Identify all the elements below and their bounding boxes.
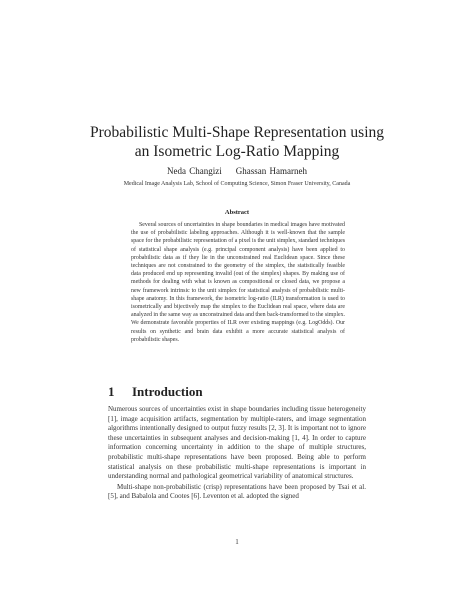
author-name: Ghassan Hamarneh — [235, 166, 307, 176]
title-line-1: Probabilistic Multi-Shape Representation using — [89, 124, 385, 141]
author-name: Neda Changizi — [167, 166, 222, 176]
section-heading — [108, 384, 203, 400]
author-list — [60, 166, 414, 177]
section-title: Introduction — [132, 384, 203, 399]
section-number: 1 — [108, 384, 115, 399]
affiliation: Medical Image Analysis Lab, School of Computing Science, Simon Fraser University, Canada — [123, 181, 351, 187]
paper-title — [60, 123, 414, 161]
abstract-text: Several sources of uncertainties in shape boundaries in medical images have motivated the use of probabilistic labeling approaches. Although it is well-known that the sample space for the probabilistic representation of a pixel is the unit simplex, standard techniques of statistical shape analysis (e.g. principal component analysis) have been applied to probabilistic data as if they lie in the unconstrained real Euclidean space. Since these techniques are not constrained to the geometry of the simplex, the statistically feasible data produced end up representing invalid (out of the simplex) shapes. By making use of methods for dealing with what is known as compositional or closed data, we propose a new framework intrinsic to the unit simplex for statistical analysis of probabilistic multi-shape anatomy. In this framework, the isometric log-ratio (ILR) transformation is used to isometrically and bijectively map the simplex to the Euclidean real space, where data are analyzed in the same way as unconstrained data and then back-transformed to the simplex. We demonstrate favorable properties of ILR over existing mappings (e.g. LogOdds). Our results on synthetic and brain data exhibit a more accurate statistical analysis of probabilistic shapes. — [131, 222, 345, 343]
paragraph: Multi-shape non-probabilistic (crisp) representations have been proposed by Tsai et al. [5], and Babalola and Cootes [6]. Leventon et al. adopted the signed — [108, 482, 366, 501]
introduction-body — [108, 405, 366, 502]
abstract-heading: Abstract — [224, 209, 250, 216]
title-line-2: an Isometric Log-Ratio Mapping — [134, 143, 340, 160]
paragraph: Numerous sources of uncertainties exist in shape boundaries including tissue heterogeneity [1], image acquisition artifacts, segmentation by multiple-raters, and image segmentation algorithms intentionally designed to output fuzzy results [2, 3]. It is important not to ignore these uncertainties in subsequent analyses and decision-making [1, 4]. In order to capture information concerning uncertainty in addition to the shape of multiple structures, probabilistic multi-shape representations have been proposed. Being able to perform statistical analysis on these probabilistic multi-shape representations is important in understanding normal and pathological geometrical variability of anatomical structures. — [108, 405, 366, 481]
page-number: 1 — [235, 538, 239, 546]
